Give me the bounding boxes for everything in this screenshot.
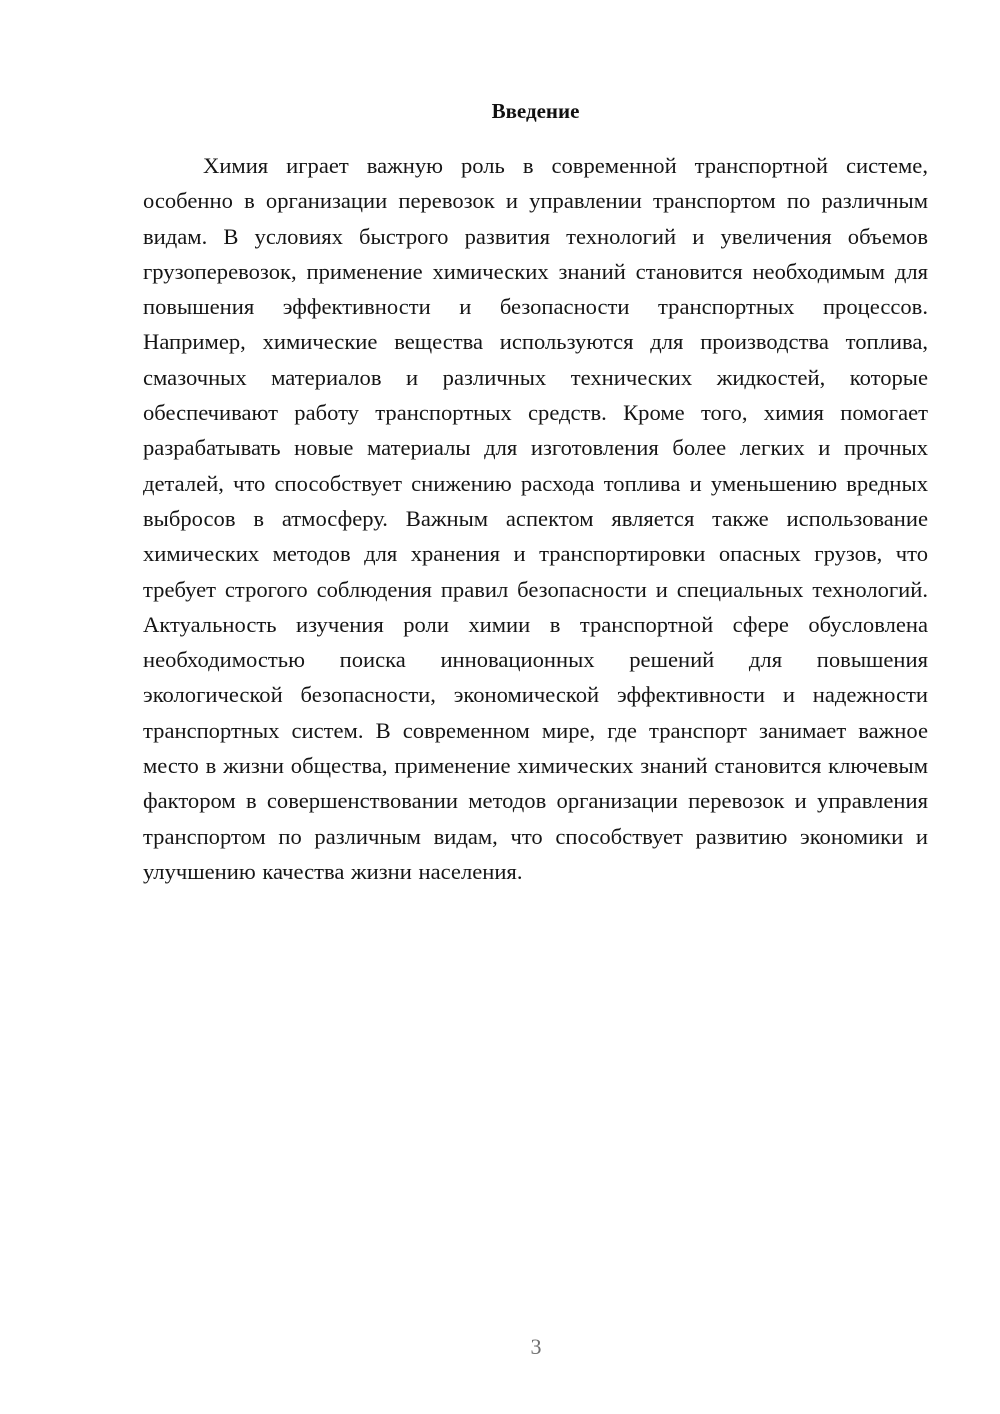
section-heading: Введение <box>491 99 580 123</box>
body-paragraph: Химия играет важную роль в современной транспортной системе, особенно в организации перевозок и управлении транспортом по различным видам. В условиях быстрого развития технологий и увеличения объемов грузоперевозок, применение химических знаний становится необходимым для повышения эффективности и безопасности транспортных процессов. Например, химические вещества используются для производства топлива, смазочных материалов и различных технических жидкостей, которые обеспечивают работу транспортных средств. Кроме того, химия помогает разрабатывать новые материалы для изготовления более легких и прочных деталей, что способствует снижению расхода топлива и уменьшению вредных выбросов в атмосферу. Важным аспектом является также использование химических методов для хранения и транспортировки опасных грузов, что требует строгого соблюдения правил безопасности и специальных технологий. Актуальность изучения роли химии в транспортной сфере обусловлена необходимостью поиска инновационных решений для повышения экологической безопасности, экономической эффективности и надежности транспортных систем. В современном мире, где транспорт занимает важное место в жизни общества, применение химических знаний становится ключевым фактором в совершенствовании методов организации перевозок и управления транспортом по различным видам, что способствует развитию экономики и улучшению качества жизни населения. <box>143 153 928 884</box>
page-number: 3 <box>530 1334 542 1359</box>
